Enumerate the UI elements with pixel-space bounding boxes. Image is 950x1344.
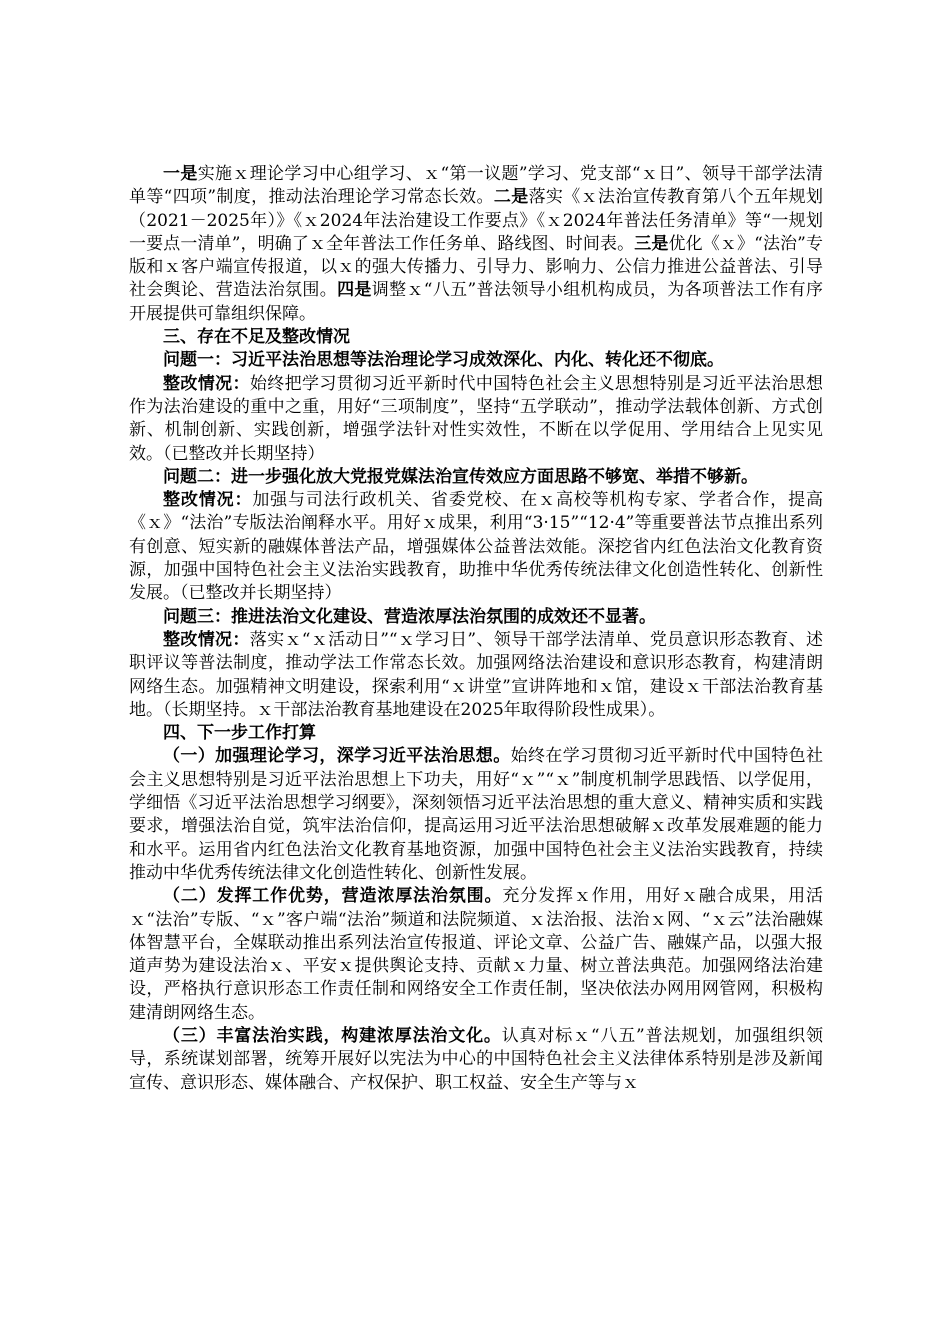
plan-item-title: （三）丰富法治实践，构建浓厚法治文化。 xyxy=(163,1025,502,1046)
text-run: 实施ｘ理论学习中心组学习、ｘ“第一议题”学习、党支部“ｘ日”、领导干部学法清单等“四项”制度，推动法治理论学习常态长效。 xyxy=(129,164,824,208)
text-run: 调整ｘ“八五”普法领导小组机构成员，为各项普法工作有序开展提供可靠组织保障。 xyxy=(129,280,824,324)
plan-item-title: （一）加强理论学习，深学习近平法治思想。 xyxy=(163,746,511,767)
bold-lead-1: 一是 xyxy=(163,164,198,184)
text-run: 加强与司法行政机关、省委党校、在ｘ高校等机构专家、学者合作，提高《ｘ》“法治”专版法治阐释水平。用好ｘ成果，利用“3·15”“12·4”等重要普法节点推出系列有创意、短实新的融媒体普法产品，增强媒体公益普法效能。深挖省内红色法治文化教育资源，加强中国特色社会主义法治实践教育，助推中华优秀传统法律文化创造性转化、创新性发展。（已整改并长期坚持） xyxy=(129,490,824,604)
bold-lead-4: 四是 xyxy=(337,280,372,301)
plan-item-2 xyxy=(129,885,823,1025)
rectification-label: 整改情况： xyxy=(163,629,250,650)
text-run: 优化《ｘ》“法治”专版和ｘ客户端宣传报道，以ｘ的强大传播力、引导力、影响力、公信力推进公益普法、引导社会舆论、营造法治氛围。 xyxy=(129,233,823,301)
text-run: 充分发挥ｘ作用，用好ｘ融合成果，用活ｘ“法治”专版、“ｘ”客户端“法治”频道和法院频道、ｘ法治报、法治ｘ网、“ｘ云”法治融媒体智慧平台，全媒联动推出系列法治宣传报道、评论文章、公益广告、融媒产品，以强大报道声势为建设法治ｘ、平安ｘ提供舆论支持、贡献ｘ力量、树立普法典范。加强网络法治建设，严格执行意识形态工作责任制和网络安全工作责任制，坚决依法办网用网管网，积极构建清朗网络生态。 xyxy=(129,886,824,1023)
bold-lead-2: 二是 xyxy=(493,187,529,208)
document-page xyxy=(129,163,823,1095)
text-run: 落实ｘ“ｘ活动日”“ｘ学习日”、领导干部学法清单、党员意识形态教育、述职评议等普法制度，推动学法工作常态长效。加强网络法治建设和意识形态教育，构建清朗网络生态。加强精神文明建设，探索利用“ｘ讲堂”宣讲阵地和ｘ馆，建设ｘ干部法治教育基地。（长期坚持。ｘ干部法治教育基地建设在2025年取得阶段性成果）。 xyxy=(129,629,824,720)
section-heading-3: 三、存在不足及整改情况 xyxy=(163,327,350,348)
rectification-2 xyxy=(129,489,823,605)
rectification-label: 整改情况： xyxy=(163,373,250,394)
text-run: 始终在学习贯彻习近平新时代中国特色社会主义思想特别是习近平法治思想上下功夫，用好“ｘ”“ｘ”制度机制学思践悟、以学促用，学细悟《习近平法治思想学习纲要》，深刻领悟习近平法治思想的重大意义、精神实质和实践要求，增强法治自觉，筑牢法治信仰，提高运用习近平法治思想破解ｘ改革发展难题的能力和水平。运用省内红色法治文化教育基地资源，加强中国特色社会主义法治实践教育，持续推动中华优秀传统法律文化创造性转化、创新性发展。 xyxy=(129,746,824,883)
rectification-label: 整改情况： xyxy=(163,490,253,511)
plan-item-title: （二）发挥工作优势，营造浓厚法治氛围。 xyxy=(163,886,503,907)
problem-3-title: 问题三：推进法治文化建设、营造浓厚法治氛围的成效还不显著。 xyxy=(163,606,656,627)
paragraph-intro xyxy=(129,163,823,326)
bold-lead-3: 三是 xyxy=(634,233,669,254)
rectification-1 xyxy=(129,373,823,466)
problem-1-title: 问题一：习近平法治思想等法治理论学习成效深化、内化、转化还不彻底。 xyxy=(163,350,724,371)
section-heading-4: 四、下一步工作打算 xyxy=(163,723,316,744)
text-run: 始终把学习贯彻习近平新时代中国特色社会主义思想特别是习近平法治思想作为法治建设的重中之重，用好“三项制度”，坚持“五学联动”，推动学法载体创新、方式创新、机制创新、实践创新，增强学法针对性实效性，不断在以学促用、学用结合上见实见效。（已整改并长期坚持） xyxy=(129,373,824,464)
text-run: 落实《ｘ法治宣传教育第八个五年规划（2021－2025年）》《ｘ2024年法治建设工作要点》《ｘ2024年普法任务清单》等“一规划一要点一清单”，明确了ｘ全年普法工作任务单、路线图、时间表。 xyxy=(129,187,824,254)
text-run: 认真对标ｘ“八五”普法规划，加强组织领导，系统谋划部署，统筹开展好以宪法为中心的中国特色社会主义法律体系特别是涉及新闻宣传、意识形态、媒体融合、产权保护、职工权益、安全生产等与ｘ xyxy=(129,1025,823,1093)
problem-2-title: 问题二：进一步强化放大党报党媒法治宣传效应方面思路不够宽、举措不够新。 xyxy=(163,466,758,487)
plan-item-3 xyxy=(129,1025,823,1095)
rectification-3 xyxy=(129,629,823,722)
plan-item-1 xyxy=(129,745,823,885)
